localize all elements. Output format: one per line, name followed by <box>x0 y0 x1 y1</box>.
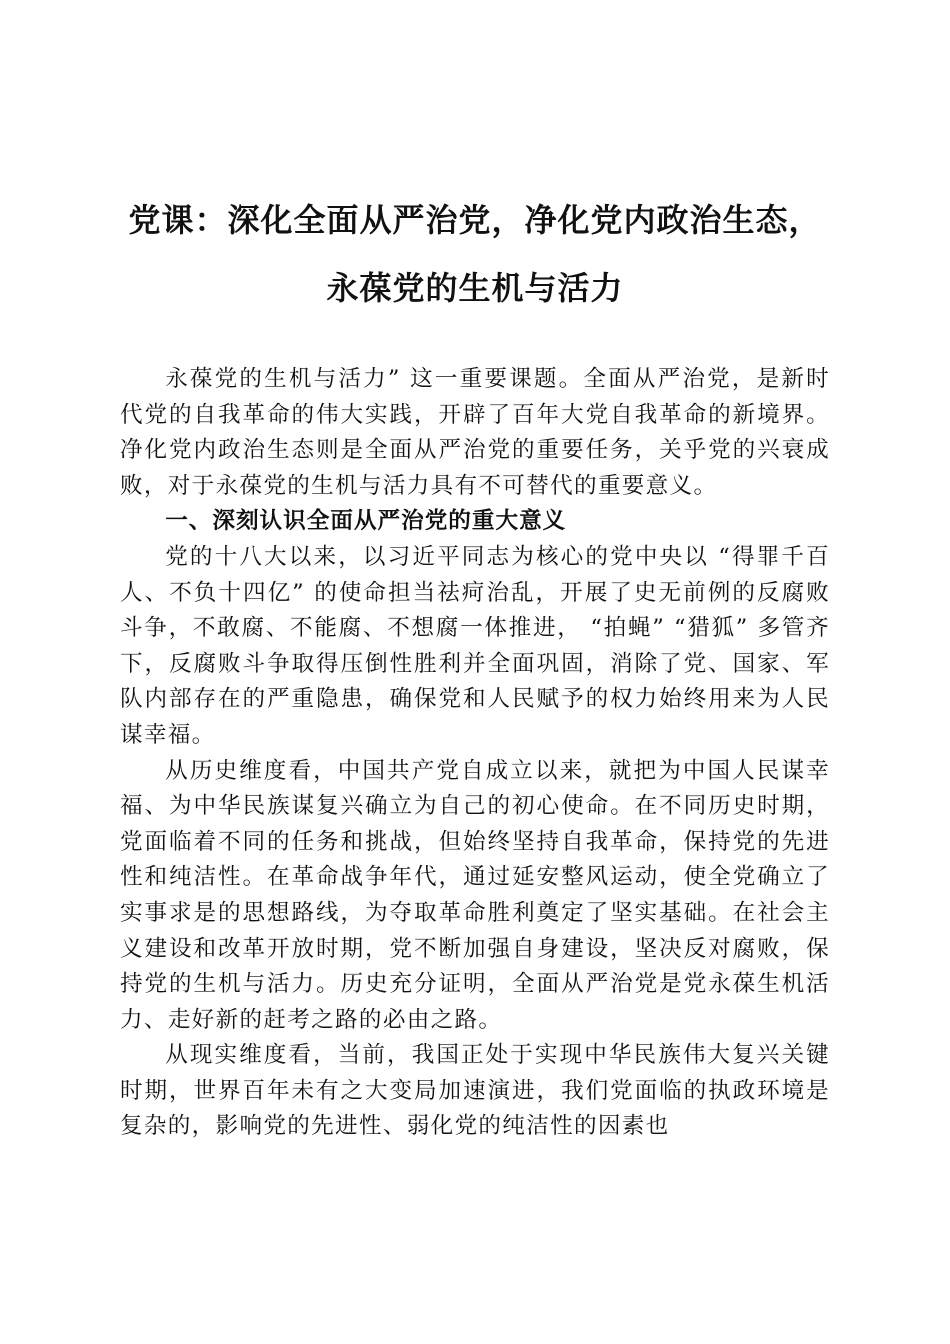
paragraph-current-dimension: 从现实维度看，当前，我国正处于实现中华民族伟大复兴关键时期，世界百年未有之大变局加速演进，我们党面临的执政环境是复杂的，影响党的先进性、弱化党的纯洁性的因素也 <box>120 1042 830 1140</box>
paragraph-intro: 永葆党的生机与活力” 这一重要课题。全面从严治党，是新时代党的自我革命的伟大实践，开辟了百年大党自我革命的新境界。净化党内政治生态则是全面从严治党的重要任务，关乎党的兴衰成败，对于永葆党的生机与活力具有不可替代的重要意义。 <box>120 366 830 499</box>
section-heading-1: 一、深刻认识全面从严治党的重大意义 <box>165 508 567 535</box>
paragraph-historical-dimension: 从历史维度看，中国共产党自成立以来，就把为中国人民谋幸福、为中华民族谋复兴确立为自己的初心使命。在不同历史时期，党面临着不同的任务和挑战，但始终坚持自我革命，保持党的先进性和纯洁性。在革命战争年代，通过延安整风运动，使全党确立了实事求是的思想路线，为夺取革命胜利奠定了坚实基础。在社会主义建设和改革开放时期，党不断加强自身建设，坚决反对腐败，保持党的生机与活力。历史充分证明，全面从严治党是党永葆生机活力、走好新的赶考之路的必由之路。 <box>120 757 830 1033</box>
paragraph-since-18th-congress: 党的十八大以来，以习近平同志为核心的党中央以 “得罪千百人、不负十四亿” 的使命担当祛疴治乱，开展了史无前例的反腐败斗争，不敢腐、不能腐、不想腐一体推进， “拍蝇” “猎狐” 多管齐下，反腐败斗争取得压倒性胜利并全面巩固，消除了党、国家、军队内部存在的严重隐患，确保党和人民赋予的权力始终用来为人民谋幸福。 <box>120 543 830 748</box>
document-body <box>120 362 830 1145</box>
document-title-line-1: 党课：深化全面从严治党，净化党内政治生态， <box>128 201 822 239</box>
document-title-line-2: 永葆党的生机与活力 <box>326 269 624 307</box>
